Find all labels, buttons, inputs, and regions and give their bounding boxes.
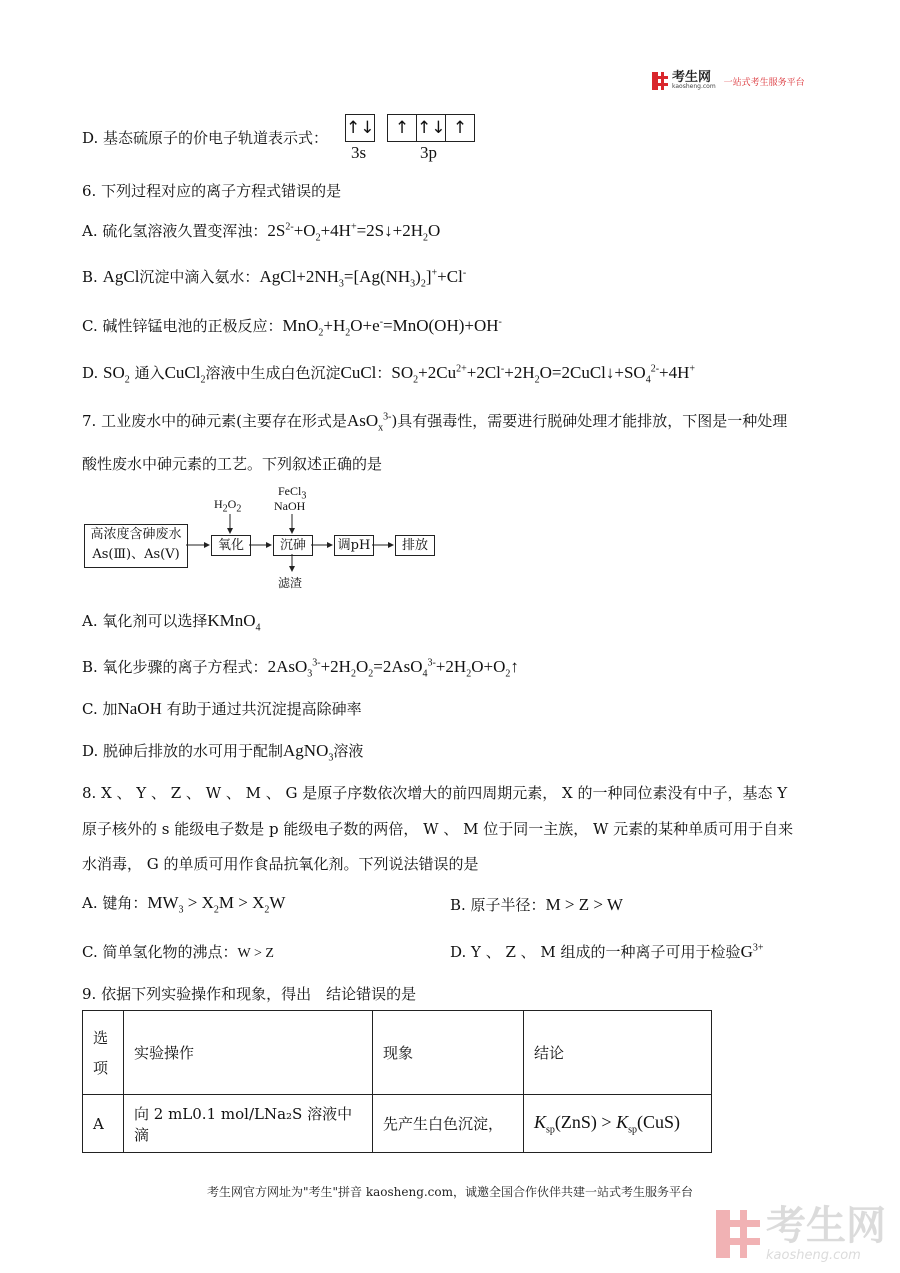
flow-reagent-h2o2: $H_2O_2$ [214,497,242,515]
watermark-domain: kaosheng.com [766,1248,861,1263]
label-3p: 3p [420,143,437,162]
logo-domain: kaosheng.com [672,83,716,90]
q9-stem: 9. 依据下列实验操作和现象，得出 结论错误的是 [82,985,417,1003]
q6-option-b: B. AgCl沉淀中滴入氨水：$AgCl+2NH_3=[Ag(NH_3)_2]^++Cl^-$ [82,267,467,290]
flow-precipitation: 沉砷 [273,535,313,556]
q8-stem-1: 8. X 、 Y 、 Z 、 W 、 M 、 G 是原子序数依次增大的前四周期元素， X 的一种同位素没有中子，基态 Y [82,784,788,802]
q5-option-d: D. 基态硫原子的价电子轨道表示式： [82,129,329,147]
watermark-logo-icon [716,1210,760,1258]
q7-option-a: A. 氧化剂可以选择KMnO$_4$ [82,611,261,634]
orbital-3s: ↑↓ [345,114,375,142]
row-phenomenon: 先产生白色沉淀， [373,1095,524,1153]
header-logo [652,72,805,90]
q7-stem-2: 酸性废水中砷元素的工艺。下列叙述正确的是 [82,455,383,473]
header-operation: 实验操作 [124,1011,373,1095]
q8-option-c: C. 简单氢化物的沸点：W > Z [82,943,274,961]
q7-stem-1: 7. 工业废水中的砷元素(主要存在形式是AsO$_x^{3-}$)具有强毒性，需要进行脱砷处理才能排放，下图是一种处理 [82,411,788,434]
flow-reagent-fecl3: FeCl$_3$ [278,484,307,502]
q6-option-d: D. $SO_2$ 通入CuCl$_2$溶液中生成白色沉淀CuCl：$SO_2+2Cu^{2+}+2Cl^-+2H_2O=2CuCl↓+SO_4^{2-}+4H^+$ [82,363,696,386]
footer-text: 考生网官方网址为"考生"拼音 kaosheng.com，诚邀全国合作伙伴共建一站式考生服务平台 [206,1185,694,1199]
q7-option-c: C. 加NaOH 有助于通过共沉淀提高除砷率 [82,699,362,718]
logo-slogan: 一站式考生服务平台 [723,77,805,88]
q8-option-b: B. 原子半径：M > Z > W [450,895,623,914]
q8-stem-2: 原子核外的 s 能级电子数是 p 能级电子数的两倍， W 、 M 位于同一主族， W 元素的某种单质可用于自来 [82,820,794,838]
table-header-row [83,1011,712,1095]
flow-residue: 滤渣 [278,576,303,590]
row-option: A [83,1095,124,1153]
q6-option-a: A. 硫化氢溶液久置变浑浊：$2S^{2-}+O_2+4H^+=2S↓+2H_2O$ [82,221,441,244]
flow-source: 高浓度含砷废水 As(Ⅲ)、As(Ⅴ) [84,524,188,568]
logo-brand: 考生网 [672,70,712,85]
flow-reagent-naoh: NaOH [274,499,306,513]
logo-icon [652,72,668,90]
q8-stem-3: 水消毒， G 的单质可用作食品抗氧化剂。下列说法错误的是 [82,855,479,873]
flow-discharge: 排放 [395,535,435,556]
flow-oxidation: 氧化 [211,535,251,556]
flow-arrows [0,0,460,600]
q6-option-c: C. 碱性锌锰电池的正极反应：$MnO_2+H_2O+e^-=MnO(OH)+OH^-$ [82,316,502,339]
row-conclusion: $K_{sp}(ZnS) > K_{sp}(CuS)$ [524,1095,712,1153]
header-conclusion: 结论 [524,1011,712,1095]
orbital-3p: ↑ ↑↓ ↑ [387,114,475,142]
flow-adjust-ph: 调pH [334,535,374,556]
header-option: 选项 [83,1011,124,1095]
label-3s: 3s [351,143,367,162]
q9-table [82,1010,712,1153]
q7-option-d: D. 脱砷后排放的水可用于配制AgNO$_3$溶液 [82,741,364,764]
watermark [716,1204,886,1263]
q6-stem: 6. 下列过程对应的离子方程式错误的是 [82,182,342,200]
q8-option-a: A. 键角：$MW_3 > X_2M > X_2W$ [82,893,286,916]
watermark-brand: 考生网 [766,1203,886,1249]
q7-option-b: B. 氧化步骤的离子方程式：$2AsO_3^{3-}+2H_2O_2=2AsO_4^{3-}+2H_2O+O_2↑$ [82,657,519,680]
q8-option-d: D. Y 、 Z 、 M 组成的一种离子可用于检验$G^{3+}$ [450,942,764,961]
header-phenomenon: 现象 [373,1011,524,1095]
row-operation: 向 2 mL0.1 mol/LNa₂S 溶液中滴 [124,1095,373,1153]
table-row [83,1095,712,1153]
